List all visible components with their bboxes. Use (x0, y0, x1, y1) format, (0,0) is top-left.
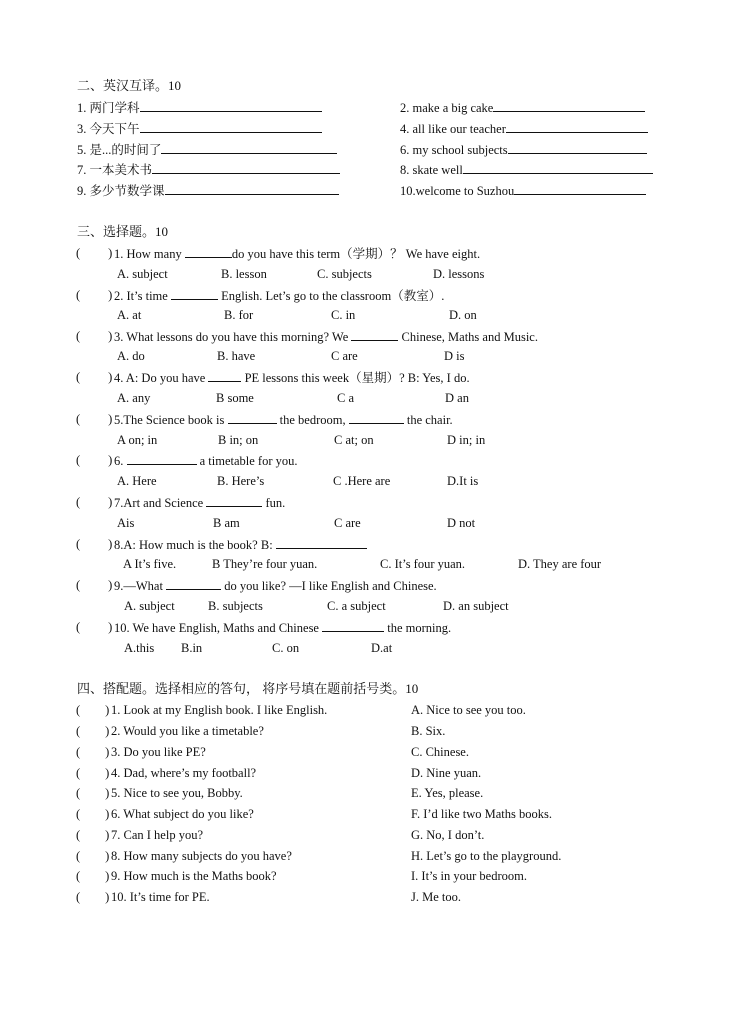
match-question: 2. Would you like a timetable? (111, 724, 264, 738)
option[interactable]: B. Here’s (217, 474, 265, 488)
match-question: 5. Nice to see you, Bobby. (111, 786, 243, 800)
option[interactable]: D. on (449, 308, 477, 322)
question-text: 8.A: How much is the book? B: (114, 536, 367, 553)
option[interactable]: D in; in (447, 433, 486, 447)
answer-blank[interactable] (171, 287, 218, 300)
translate-item: 8. skate well (400, 161, 653, 178)
match-answer: C. Chinese. (411, 745, 469, 759)
option[interactable]: B. have (217, 349, 256, 363)
answer-paren[interactable]: ( ) (76, 890, 110, 904)
answer-paren[interactable]: ( ) (76, 620, 113, 634)
translate-item: 3. 今天下午 (77, 120, 322, 137)
section4-title: 四、搭配题。选择相应的答句， 将序号填在题前括号类。10 (77, 681, 419, 696)
question-text: 4. A: Do you have PE lessons this week（星期）? B: Yes, I do. (114, 371, 470, 385)
option[interactable]: D not (447, 516, 476, 530)
translate-item: 1. 两门学科 (77, 99, 322, 116)
option[interactable]: C. It’s four yuan. (380, 557, 466, 571)
answer-blank[interactable] (206, 494, 262, 507)
answer-paren[interactable]: ( ) (76, 495, 113, 509)
option[interactable]: A.this (124, 641, 155, 655)
match-question: 3. Do you like PE? (111, 745, 206, 759)
option[interactable]: A on; in (117, 433, 158, 447)
option[interactable]: C are (331, 349, 358, 363)
option[interactable]: D is (444, 349, 465, 363)
option[interactable]: A. any (117, 391, 151, 405)
option[interactable]: C a (337, 391, 355, 405)
match-question: 6. What subject do you like? (111, 807, 254, 821)
option[interactable]: D. an subject (443, 599, 509, 613)
match-answer: A. Nice to see you too. (411, 703, 526, 717)
answer-paren[interactable]: ( ) (76, 786, 110, 800)
question-text: 10. We have English, Maths and Chinese the morning. (114, 621, 452, 635)
answer-blank[interactable] (228, 411, 277, 424)
option[interactable]: C .Here are (333, 474, 391, 488)
option[interactable]: C. on (272, 641, 300, 655)
answer-paren[interactable]: ( ) (76, 412, 113, 426)
answer-blank[interactable] (127, 452, 197, 465)
answer-paren[interactable]: ( ) (76, 703, 110, 717)
answer-paren[interactable]: ( ) (76, 288, 113, 302)
question-text: 6. a timetable for you. (114, 454, 298, 468)
option[interactable]: D. They are four (518, 557, 602, 571)
translate-item: 5. 是...的时间了 (77, 141, 337, 158)
option[interactable]: D.at (371, 641, 393, 655)
question-text: 1. How many do you have this term（学期）？ We have eight. (114, 247, 481, 261)
answer-blank[interactable] (322, 619, 384, 632)
match-question: 7. Can I help you? (111, 828, 203, 842)
answer-paren[interactable]: ( ) (76, 578, 113, 592)
match-question: 4. Dad, where’s my football? (111, 766, 257, 780)
option[interactable]: C. a subject (327, 599, 386, 613)
translate-item: 6. my school subjects (400, 141, 647, 158)
answer-blank[interactable] (351, 328, 398, 341)
match-answer: F. I’d like two Maths books. (411, 807, 553, 821)
match-question: 9. How much is the Maths book? (111, 869, 277, 883)
answer-blank[interactable] (276, 536, 367, 549)
option[interactable]: C. subjects (317, 267, 372, 281)
answer-blank[interactable] (508, 141, 647, 154)
answer-blank[interactable] (506, 120, 648, 133)
option[interactable]: B am (213, 516, 240, 530)
match-answer: G. No, I don’t. (411, 828, 485, 842)
match-answer: I. It’s in your bedroom. (411, 869, 527, 883)
question-text: 2. It’s time English. Let’s go to the classroom（教室）. (114, 289, 445, 303)
option[interactable]: B.in (181, 641, 203, 655)
answer-blank[interactable] (349, 411, 404, 424)
answer-paren[interactable]: ( ) (76, 453, 113, 467)
option[interactable]: A. do (117, 349, 145, 363)
answer-blank[interactable] (208, 369, 241, 382)
answer-blank[interactable] (463, 161, 653, 174)
option[interactable]: B some (216, 391, 254, 405)
option[interactable]: A It’s five. (123, 557, 177, 571)
answer-paren[interactable]: ( ) (76, 329, 113, 343)
translate-item: 9. 多少节数学课 (77, 182, 339, 199)
match-answer: H. Let’s go to the playground. (411, 849, 562, 863)
option[interactable]: B. subjects (208, 599, 263, 613)
translate-item: 4. all like our teacher (400, 120, 648, 137)
option[interactable]: D.It is (447, 474, 479, 488)
match-answer: E. Yes, please. (411, 786, 484, 800)
option[interactable]: A. subject (117, 267, 168, 281)
answer-blank[interactable] (166, 577, 221, 590)
answer-paren[interactable]: ( ) (76, 766, 110, 780)
answer-paren[interactable]: ( ) (76, 828, 110, 842)
option[interactable]: C at; on (334, 433, 374, 447)
answer-paren[interactable]: ( ) (76, 869, 110, 883)
option[interactable]: Ais (117, 516, 135, 530)
answer-blank[interactable] (514, 182, 646, 195)
translate-item: 2. make a big cake (400, 99, 645, 116)
match-answer: J. Me too. (411, 890, 461, 904)
answer-paren[interactable]: ( ) (76, 745, 110, 759)
answer-paren[interactable]: ( ) (76, 370, 113, 384)
answer-blank[interactable] (140, 99, 322, 112)
answer-blank[interactable] (152, 161, 340, 174)
translate-item: 7. 一本美术书 (77, 161, 340, 178)
option[interactable]: C are (334, 516, 361, 530)
option[interactable]: D. lessons (433, 267, 485, 281)
match-question: 8. How many subjects do you have? (111, 849, 292, 863)
option[interactable]: B. lesson (221, 267, 267, 281)
option[interactable]: A. Here (117, 474, 157, 488)
answer-paren[interactable]: ( ) (76, 807, 110, 821)
option[interactable]: A. at (117, 308, 142, 322)
match-question: 10. It’s time for PE. (111, 890, 210, 904)
question-text: 5.The Science book is the bedroom, the chair. (114, 413, 453, 427)
question-text: 7.Art and Science fun. (114, 496, 286, 510)
answer-blank[interactable] (140, 120, 322, 133)
question-text: 3. What lessons do you have this morning? We Chinese, Maths and Music. (114, 330, 538, 344)
option[interactable]: B They’re four yuan. (212, 557, 318, 571)
answer-blank[interactable] (185, 245, 232, 258)
answer-paren[interactable]: ( ) (76, 537, 113, 551)
option[interactable]: D an (445, 391, 469, 405)
question-text: 9.—What do you like? —I like English and Chinese. (114, 579, 437, 593)
option[interactable]: B in; on (218, 433, 259, 447)
option[interactable]: A. subject (124, 599, 175, 613)
option[interactable]: C. in (331, 308, 356, 322)
answer-paren[interactable]: ( ) (76, 724, 110, 738)
match-answer: D. Nine yuan. (411, 766, 482, 780)
translate-item: 10.welcome to Suzhou (400, 182, 646, 199)
match-answer: B. Six. (411, 724, 446, 738)
answer-blank[interactable] (161, 141, 337, 154)
option[interactable]: B. for (224, 308, 254, 322)
answer-paren[interactable]: ( ) (76, 246, 113, 260)
section2-title: 二、英汉互译。10 (77, 78, 182, 93)
answer-paren[interactable]: ( ) (76, 849, 110, 863)
match-question: 1. Look at my English book. I like English. (111, 703, 328, 717)
section3-title: 三、选择题。10 (77, 224, 169, 239)
answer-blank[interactable] (493, 99, 645, 112)
answer-blank[interactable] (165, 182, 339, 195)
